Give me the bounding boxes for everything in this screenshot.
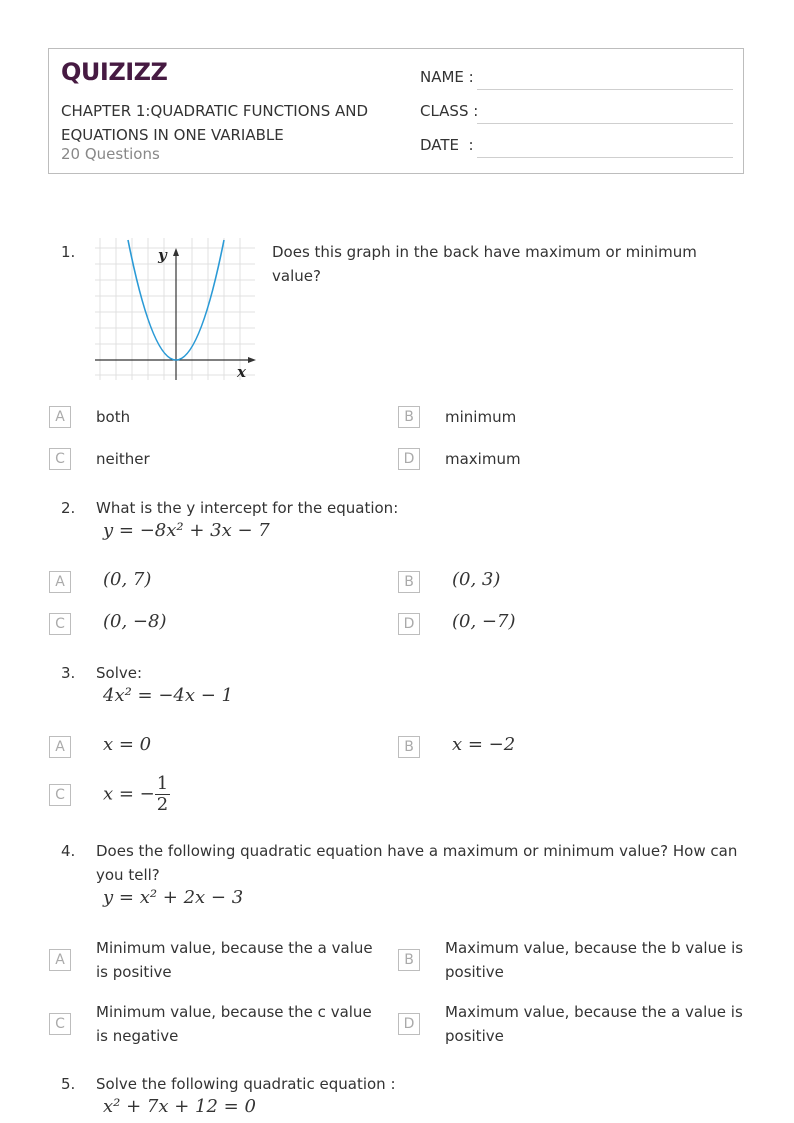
option-text[interactable]: (0, 7) — [103, 569, 152, 590]
question-equation: y = x² + 2x − 3 — [103, 887, 244, 908]
question-text: Solve: — [96, 664, 143, 682]
parabola-graph — [95, 238, 260, 383]
fraction-denominator: 2 — [156, 794, 169, 815]
option-badge-a[interactable]: A — [49, 949, 71, 971]
question-number: 3. — [61, 664, 76, 682]
question-equation: 4x² = −4x − 1 — [103, 685, 234, 706]
option-text[interactable]: both — [96, 408, 131, 426]
question-number: 2. — [61, 499, 76, 517]
question-equation: x² + 7x + 12 = 0 — [103, 1096, 256, 1117]
option-text[interactable]: (0, 3) — [452, 569, 501, 590]
option-fraction-answer[interactable] — [103, 774, 170, 815]
question-number: 5. — [61, 1075, 76, 1093]
option-badge-c[interactable]: C — [49, 1013, 71, 1035]
option-text[interactable]: maximum — [445, 450, 521, 468]
question-text: Does this graph in the back have maximum or minimum value? — [272, 243, 697, 285]
option-badge-b[interactable]: B — [398, 571, 420, 593]
option-text[interactable]: (0, −7) — [452, 611, 516, 632]
question-text: Does the following quadratic equation have a maximum or minimum value? How can you tell? — [96, 842, 738, 884]
option-text[interactable]: neither — [96, 450, 150, 468]
x-axis-arrow — [248, 357, 256, 363]
option-text[interactable]: x = 0 — [103, 734, 152, 755]
option-badge-a[interactable]: A — [49, 406, 71, 428]
question-equation: y = −8x² + 3x − 7 — [103, 520, 270, 541]
option-text[interactable]: (0, −8) — [103, 611, 167, 632]
option-badge-b[interactable]: B — [398, 736, 420, 758]
date-label: DATE : — [420, 136, 474, 154]
option-badge-c[interactable]: C — [49, 613, 71, 635]
y-axis-label: y — [158, 246, 167, 264]
class-label: CLASS : — [420, 102, 479, 120]
x-axis-label: x — [237, 363, 246, 381]
option-text[interactable]: Maximum value, because the a value is positive — [445, 1003, 743, 1045]
fraction — [155, 774, 170, 815]
question-number: 1. — [61, 243, 76, 261]
option-badge-d[interactable]: D — [398, 448, 420, 470]
option-text[interactable]: Minimum value, because the c value is negative — [96, 1003, 372, 1045]
option-text[interactable]: Maximum value, because the b value is positive — [445, 939, 744, 981]
option-badge-b[interactable]: B — [398, 949, 420, 971]
option-badge-c[interactable]: C — [49, 784, 71, 806]
fraction-numerator: 1 — [156, 773, 169, 794]
worksheet-title: CHAPTER 1:QUADRATIC FUNCTIONS AND EQUATIONS IN ONE VARIABLE — [61, 102, 369, 144]
question-text: What is the y intercept for the equation: — [96, 499, 399, 517]
name-field[interactable] — [477, 89, 733, 90]
name-label: NAME : — [420, 68, 474, 86]
option-badge-b[interactable]: B — [398, 406, 420, 428]
option-badge-d[interactable]: D — [398, 1013, 420, 1035]
question-number: 4. — [61, 842, 76, 860]
option-badge-a[interactable]: A — [49, 736, 71, 758]
quizizz-logo: QUIZIZZ — [61, 58, 168, 86]
option-text: x = − — [103, 783, 155, 805]
option-badge-c[interactable]: C — [49, 448, 71, 470]
class-field[interactable] — [477, 123, 733, 124]
option-text[interactable]: x = −2 — [452, 734, 516, 755]
option-text[interactable]: minimum — [445, 408, 517, 426]
question-count: 20 Questions — [61, 145, 160, 163]
option-badge-a[interactable]: A — [49, 571, 71, 593]
date-field[interactable] — [477, 157, 733, 158]
question-text: Solve the following quadratic equation : — [96, 1075, 396, 1093]
y-axis-arrow — [173, 248, 179, 256]
graph-grid — [95, 238, 255, 380]
option-text[interactable]: Minimum value, because the a value is positive — [96, 939, 373, 981]
option-badge-d[interactable]: D — [398, 613, 420, 635]
